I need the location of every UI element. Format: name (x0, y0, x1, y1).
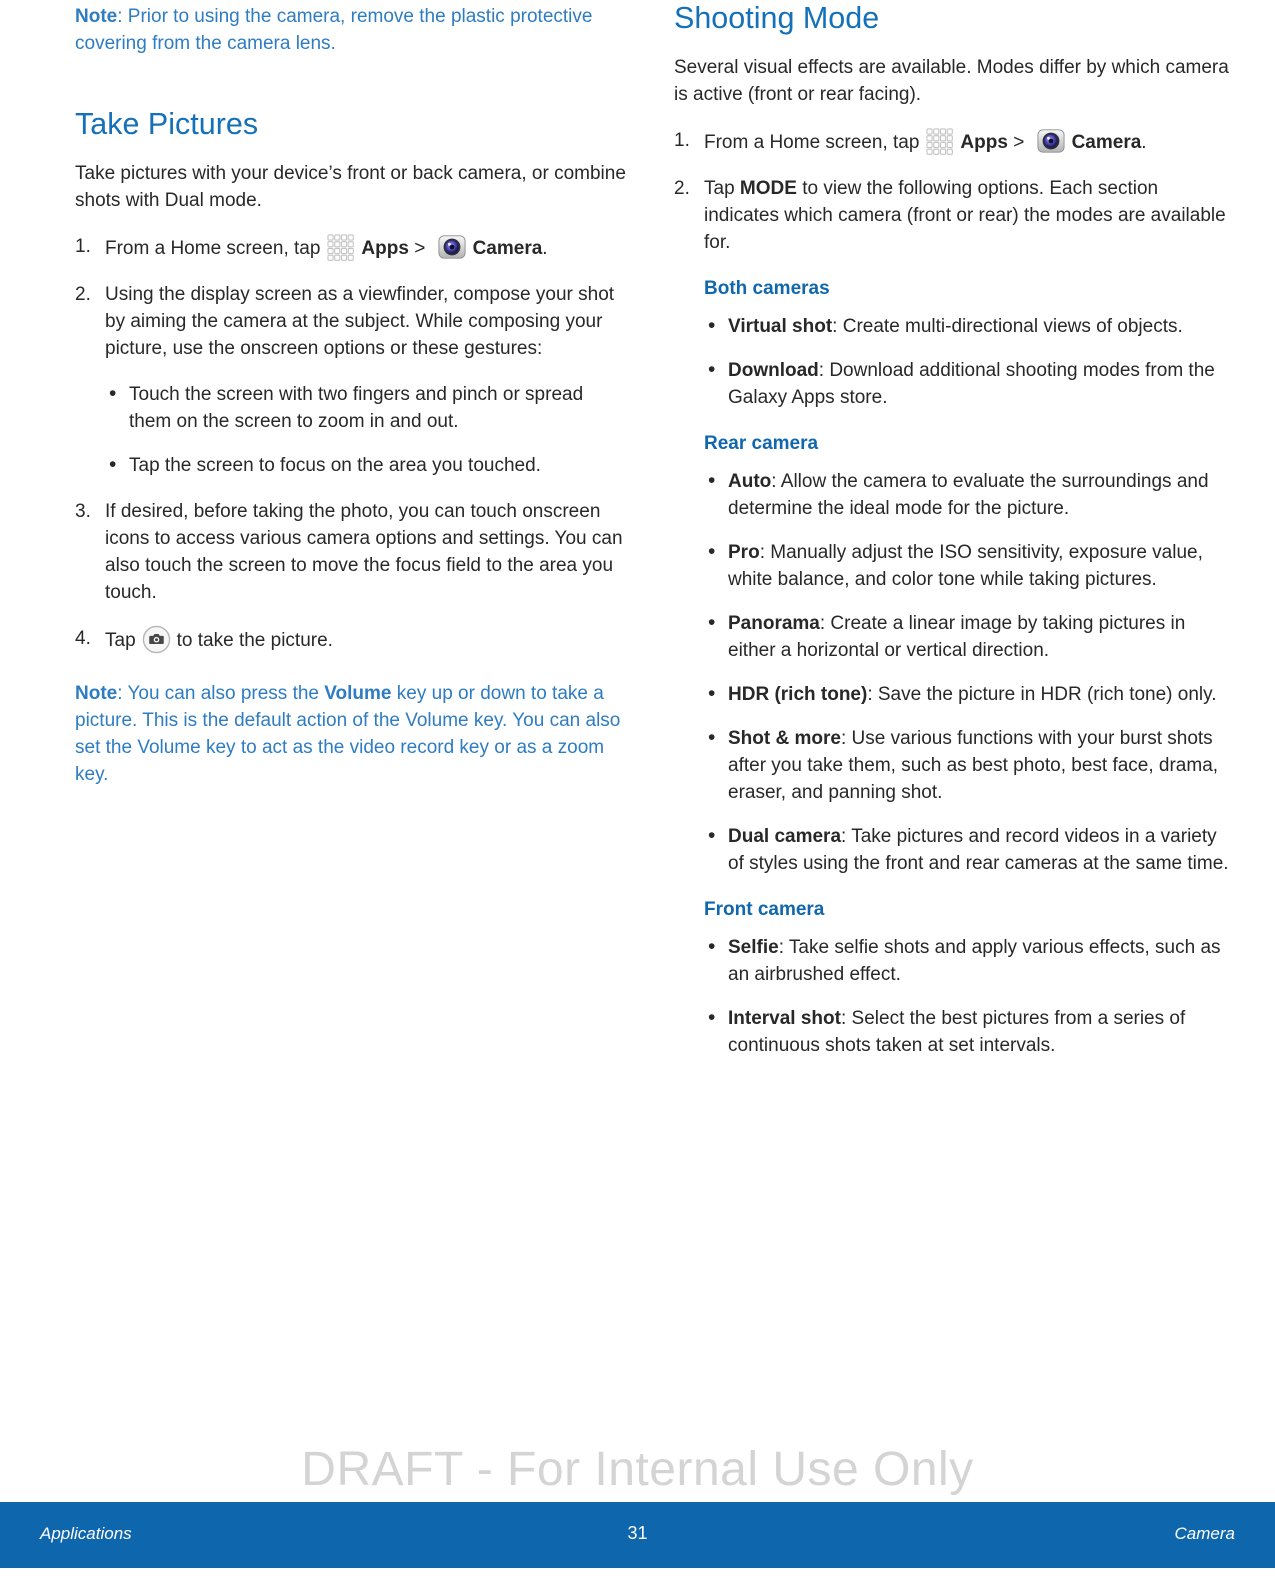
apps-label: Apps (960, 132, 1008, 153)
mode-sections (674, 275, 1236, 1059)
right-column (674, 0, 1236, 1059)
mode-item-panorama: • Panorama: Create a linear image by taking pictures in either a horizontal or vertical direction. (708, 610, 1236, 664)
step-text: From a Home screen, tap (105, 238, 321, 259)
separator: > (1007, 132, 1030, 153)
period: . (1141, 132, 1147, 153)
step-number: 2. (75, 284, 91, 305)
step-number: 1. (674, 130, 690, 151)
camera-app-icon (1037, 127, 1065, 155)
separator: > (408, 238, 431, 259)
volume-key-label: Volume (324, 683, 392, 704)
footer-section-name: Applications (40, 1524, 132, 1543)
step-number: 1. (75, 236, 91, 257)
camera-label: Camera (1071, 132, 1142, 153)
step-text: Tap (105, 630, 136, 651)
note-label: Note (75, 6, 118, 27)
step-text: Tap (704, 178, 740, 199)
mode-item-shot-and-more: • Shot & more: Use various functions with your burst shots after you take them, such as best photo, best face, drama, eraser, and panning shot. (708, 725, 1236, 806)
shutter-button-icon (142, 625, 171, 654)
step-number: 3. (75, 501, 91, 522)
rear-camera-list (704, 468, 1236, 877)
mode-item-pro: • Pro: Manually adjust the ISO sensitivity, exposure value, white balance, and color tone while taking pictures. (708, 539, 1236, 593)
mode-item-virtual-shot: • Virtual shot: Create multi-directional views of objects. (708, 313, 1236, 340)
shooting-mode-steps (674, 127, 1236, 256)
step-2 (75, 281, 627, 479)
gesture-bullets (105, 381, 627, 479)
step-number: 4. (75, 628, 91, 649)
mode-item-auto: • Auto: Allow the camera to evaluate the surroundings and determine the ideal mode for the picture. (708, 468, 1236, 522)
section-title-rear-camera: Rear camera (704, 433, 819, 454)
draft-watermark: DRAFT - For Internal Use Only (301, 1443, 974, 1496)
period: . (542, 238, 548, 259)
take-pictures-steps (75, 233, 627, 654)
mode-item-interval-shot: • Interval shot: Select the best pictures from a series of continuous shots taken at set intervals. (708, 1005, 1236, 1059)
step-number: 2. (674, 178, 690, 199)
footer-chapter-name: Camera (1174, 1524, 1235, 1543)
footer-bar (0, 1502, 1275, 1568)
step-text: Using the display screen as a viewfinder, compose your shot by aiming the camera at the subject. While composing your picture, use the onscreen options or these gestures: (105, 284, 615, 359)
camera-label: Camera (472, 238, 543, 259)
step-1 (674, 127, 1236, 156)
mode-item-selfie: • Selfie: Take selfie shots and apply various effects, such as an airbrushed effect. (708, 934, 1236, 988)
page-number: 31 (627, 1523, 648, 1543)
take-pictures-intro: Take pictures with your device’s front or back camera, or combine shots with Dual mode. (75, 163, 626, 211)
apps-label: Apps (361, 238, 409, 259)
mode-item-download: • Download: Download additional shooting modes from the Galaxy Apps store. (708, 357, 1236, 411)
note-text: : Prior to using the camera, remove the plastic protective covering from the camera lens. (75, 6, 593, 54)
step-2 (674, 175, 1236, 256)
front-camera-list (704, 934, 1236, 1059)
mode-label: MODE (739, 178, 797, 199)
step-text: If desired, before taking the photo, you can touch onscreen icons to access various camera options and settings. You can also touch the screen to move the focus field to the area you touch. (105, 501, 623, 603)
page-title-take-pictures: Take Pictures (75, 107, 259, 141)
note-top (75, 3, 627, 57)
step-3 (75, 498, 627, 606)
page-title-shooting-mode: Shooting Mode (674, 1, 880, 35)
step-1 (75, 233, 627, 262)
apps-grid-icon (926, 128, 953, 155)
note-label: Note (75, 683, 118, 704)
left-column (75, 0, 627, 788)
mode-item-hdr: • HDR (rich tone): Save the picture in HDR (rich tone) only. (708, 681, 1236, 708)
note-text-1: : You can also press the (117, 683, 325, 704)
note-text-2: key up or down to take a picture. This is the default action of the Volume key. You can also set the Volume key to act as the video record key or as a zoom key. (75, 683, 621, 785)
step-text: From a Home screen, tap (704, 132, 920, 153)
both-cameras-list (704, 313, 1236, 411)
mode-item-dual-camera: • Dual camera: Take pictures and record videos in a variety of styles using the front and rear cameras at the same time. (708, 823, 1236, 877)
note-bottom (75, 680, 627, 788)
step-4 (75, 625, 627, 654)
shooting-mode-intro: Several visual effects are available. Modes differ by which camera is active (front or rear facing). (674, 57, 1229, 105)
apps-grid-icon (327, 234, 354, 261)
bullet-pinch-zoom: • Touch the screen with two fingers and pinch or spread them on the screen to zoom in and out. (109, 381, 627, 435)
camera-app-icon (438, 233, 466, 261)
section-title-both-cameras: Both cameras (704, 278, 830, 299)
section-title-front-camera: Front camera (704, 899, 825, 920)
bullet-tap-focus: • Tap the screen to focus on the area you touched. (109, 452, 627, 479)
step-text-end: to view the following options. Each section indicates which camera (front or rear) the modes are available for. (704, 178, 1226, 253)
step-text-end: to take the picture. (176, 630, 333, 651)
